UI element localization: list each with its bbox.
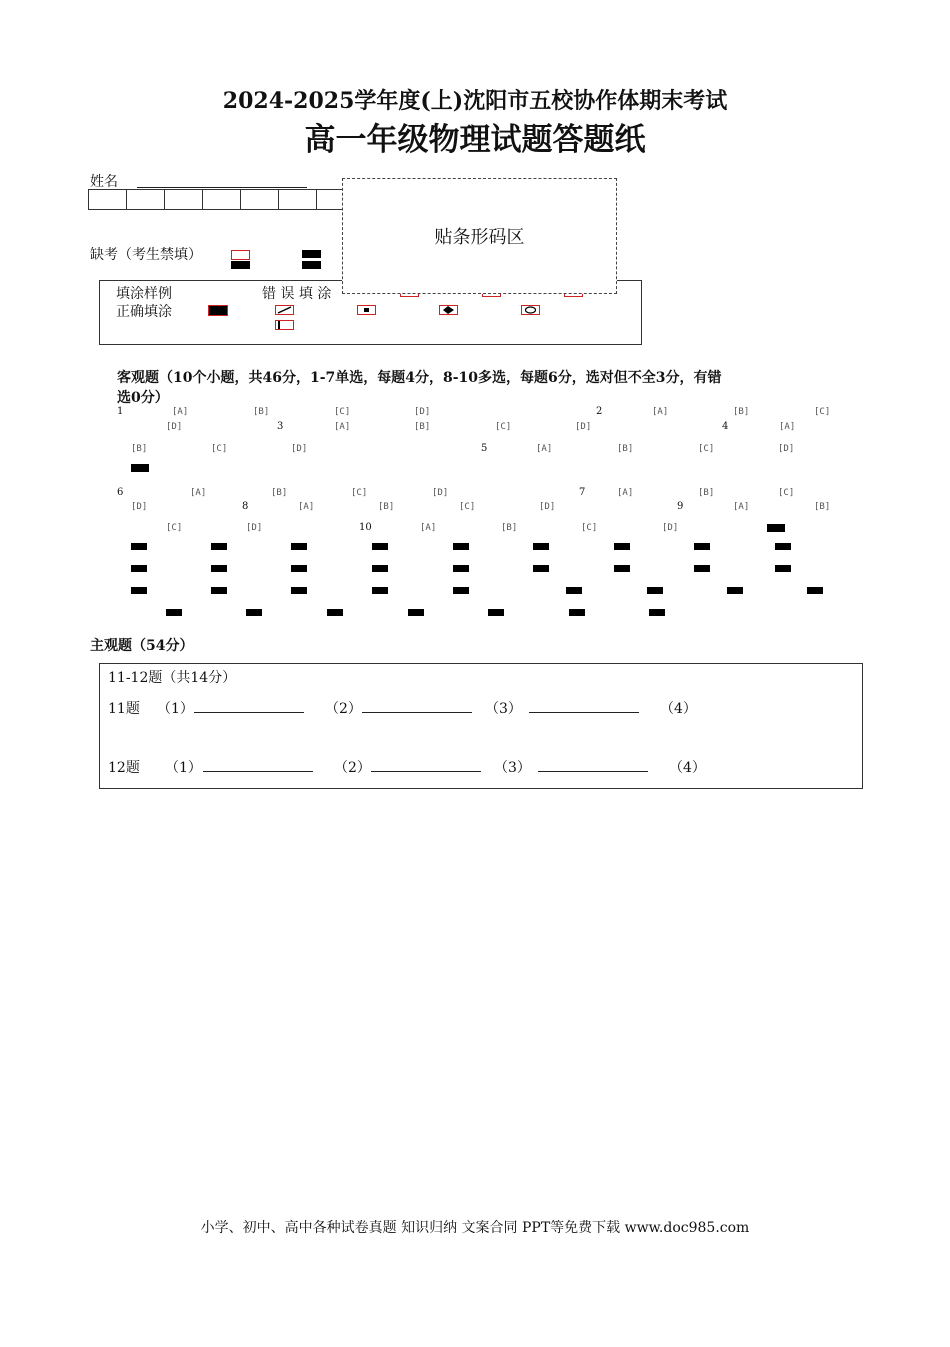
option-d-bubble[interactable]: [D]	[539, 502, 556, 512]
barcode-label: 贴条形码区	[434, 227, 525, 248]
correct-fill-example	[209, 306, 227, 315]
part-label: （2）	[325, 701, 362, 717]
filled-mark	[453, 565, 469, 572]
option-b-bubble[interactable]: [B]	[253, 407, 270, 417]
filled-mark	[131, 565, 147, 572]
correct-fill-label: 正确填涂	[116, 304, 172, 320]
filled-mark	[767, 524, 785, 532]
wrong-fill-diamond-example	[439, 305, 458, 315]
option-a-bubble[interactable]: [A]	[420, 523, 437, 533]
filled-mark	[246, 609, 262, 616]
question-number: 5	[481, 443, 488, 454]
answer-blank[interactable]	[529, 698, 639, 713]
filled-mark	[566, 587, 582, 594]
absent-mark	[302, 261, 321, 269]
option-a-bubble[interactable]: [A]	[172, 407, 189, 417]
filled-mark	[211, 587, 227, 594]
question-11-label: 11题	[108, 701, 140, 717]
option-d-bubble[interactable]: [D]	[166, 422, 183, 432]
option-c-bubble[interactable]: [C]	[581, 523, 598, 533]
question-number: 4	[722, 421, 729, 432]
option-b-bubble[interactable]: [B]	[814, 502, 831, 512]
name-label: 姓名	[90, 174, 118, 190]
part-label: （3）	[494, 760, 531, 776]
filled-mark	[291, 543, 307, 550]
filled-mark	[488, 609, 504, 616]
question-number: 9	[677, 501, 684, 512]
absent-label: 缺考（考生禁填）	[90, 247, 202, 263]
option-c-bubble[interactable]: [C]	[351, 488, 368, 498]
option-d-bubble[interactable]: [D]	[778, 444, 795, 454]
answer-blank[interactable]	[371, 757, 481, 772]
option-a-bubble[interactable]: [A]	[779, 422, 796, 432]
part-label: （1）	[157, 701, 194, 717]
filled-mark	[372, 587, 388, 594]
wrong-fill-label: 错 误 填 涂	[262, 286, 332, 302]
part-label: （4）	[660, 701, 697, 717]
filled-mark	[131, 587, 147, 594]
filled-mark	[647, 587, 663, 594]
wrong-fill-circle-example	[521, 305, 540, 315]
option-a-bubble[interactable]: [A]	[298, 502, 315, 512]
option-c-bubble[interactable]: [C]	[211, 444, 228, 454]
option-a-bubble[interactable]: [A]	[733, 502, 750, 512]
filled-mark	[775, 565, 791, 572]
option-b-bubble[interactable]: [B]	[617, 444, 634, 454]
option-d-bubble[interactable]: [D]	[662, 523, 679, 533]
option-d-bubble[interactable]: [D]	[432, 488, 449, 498]
question-12-label: 12题	[108, 760, 140, 776]
sample-label: 填涂样例	[116, 286, 172, 302]
filled-mark	[694, 543, 710, 550]
question-number: 1	[117, 406, 124, 417]
objective-heading-continued: 选0分）	[117, 390, 169, 406]
exam-number-cell[interactable]	[278, 189, 317, 210]
filled-mark	[291, 587, 307, 594]
filled-mark	[569, 609, 585, 616]
filled-mark	[775, 543, 791, 550]
option-b-bubble[interactable]: [B]	[501, 523, 518, 533]
question-number: 8	[242, 501, 249, 512]
option-b-bubble[interactable]: [B]	[733, 407, 750, 417]
answer-blank[interactable]	[203, 757, 313, 772]
filled-mark	[614, 565, 630, 572]
filled-mark	[211, 565, 227, 572]
footer-text: 小学、初中、高中各种试卷真题 知识归纳 文案合同 PPT等免费下载 www.doc985.com	[200, 1220, 750, 1236]
option-c-bubble[interactable]: [C]	[814, 407, 831, 417]
exam-number-cell[interactable]	[202, 189, 241, 210]
answer-blank[interactable]	[362, 698, 472, 713]
option-d-bubble[interactable]: [D]	[575, 422, 592, 432]
question-number: 3	[277, 421, 284, 432]
filled-mark	[614, 543, 630, 550]
wrong-fill-partial-example	[275, 320, 294, 330]
wrong-fill-dot-example	[357, 305, 376, 315]
answer-blank[interactable]	[538, 757, 648, 772]
filled-mark	[131, 464, 149, 472]
filled-mark	[408, 609, 424, 616]
exam-number-cell[interactable]	[126, 189, 165, 210]
option-b-bubble[interactable]: [B]	[271, 488, 288, 498]
filled-mark	[533, 565, 549, 572]
question-number: 6	[117, 487, 124, 498]
section-title: 11-12题（共14分）	[108, 670, 237, 686]
filled-mark	[372, 565, 388, 572]
option-b-bubble[interactable]: [B]	[698, 488, 715, 498]
question-number: 10	[359, 522, 372, 533]
barcode-area	[342, 178, 617, 294]
option-a-bubble[interactable]: [A]	[190, 488, 207, 498]
option-a-bubble[interactable]: [A]	[617, 488, 634, 498]
answer-sheet-title: 高一年级物理试题答题纸	[304, 122, 646, 158]
option-d-bubble[interactable]: [D]	[291, 444, 308, 454]
exam-number-cell[interactable]	[164, 189, 203, 210]
wrong-fill-slash-example	[275, 305, 294, 315]
part-label: （4）	[669, 760, 706, 776]
option-b-bubble[interactable]: [B]	[378, 502, 395, 512]
part-label: （3）	[485, 701, 522, 717]
absent-checkbox[interactable]	[231, 250, 250, 260]
filled-mark	[211, 543, 227, 550]
absent-mark	[231, 261, 250, 269]
exam-title: 2024-2025学年度(上)沈阳市五校协作体期末考试	[222, 88, 728, 114]
filled-mark	[533, 543, 549, 550]
question-number: 2	[596, 406, 603, 417]
option-c-bubble[interactable]: [C]	[166, 523, 183, 533]
filled-mark	[807, 587, 823, 594]
part-label: （2）	[334, 760, 371, 776]
option-c-bubble[interactable]: [C]	[334, 407, 351, 417]
option-a-bubble[interactable]: [A]	[536, 444, 553, 454]
option-c-bubble[interactable]: [C]	[778, 488, 795, 498]
question-number: 7	[579, 487, 586, 498]
option-b-bubble[interactable]: [B]	[131, 444, 148, 454]
option-c-bubble[interactable]: [C]	[698, 444, 715, 454]
subjective-heading: 主观题（54分）	[90, 638, 194, 654]
option-c-bubble[interactable]: [C]	[459, 502, 476, 512]
answer-blank[interactable]	[194, 698, 304, 713]
filled-mark	[327, 609, 343, 616]
option-d-bubble[interactable]: [D]	[414, 407, 431, 417]
option-c-bubble[interactable]: [C]	[495, 422, 512, 432]
filled-mark	[453, 587, 469, 594]
filled-mark	[131, 543, 147, 550]
absent-mark	[302, 250, 321, 258]
objective-heading: 客观题（10个小题，共46分，1-7单选，每题4分，8-10多选，每题6分，选对但不全3分，有错	[117, 370, 722, 386]
filled-mark	[649, 609, 665, 616]
filled-mark	[372, 543, 388, 550]
filled-mark	[166, 609, 182, 616]
option-a-bubble[interactable]: [A]	[334, 422, 351, 432]
part-label: （1）	[165, 760, 202, 776]
exam-number-cell[interactable]	[88, 189, 127, 210]
name-field[interactable]	[137, 187, 307, 188]
exam-number-cell[interactable]	[240, 189, 279, 210]
option-b-bubble[interactable]: [B]	[414, 422, 431, 432]
option-d-bubble[interactable]: [D]	[131, 502, 148, 512]
filled-mark	[727, 587, 743, 594]
filled-mark	[291, 565, 307, 572]
option-d-bubble[interactable]: [D]	[246, 523, 263, 533]
filled-mark	[694, 565, 710, 572]
filled-mark	[453, 543, 469, 550]
option-a-bubble[interactable]: [A]	[652, 407, 669, 417]
